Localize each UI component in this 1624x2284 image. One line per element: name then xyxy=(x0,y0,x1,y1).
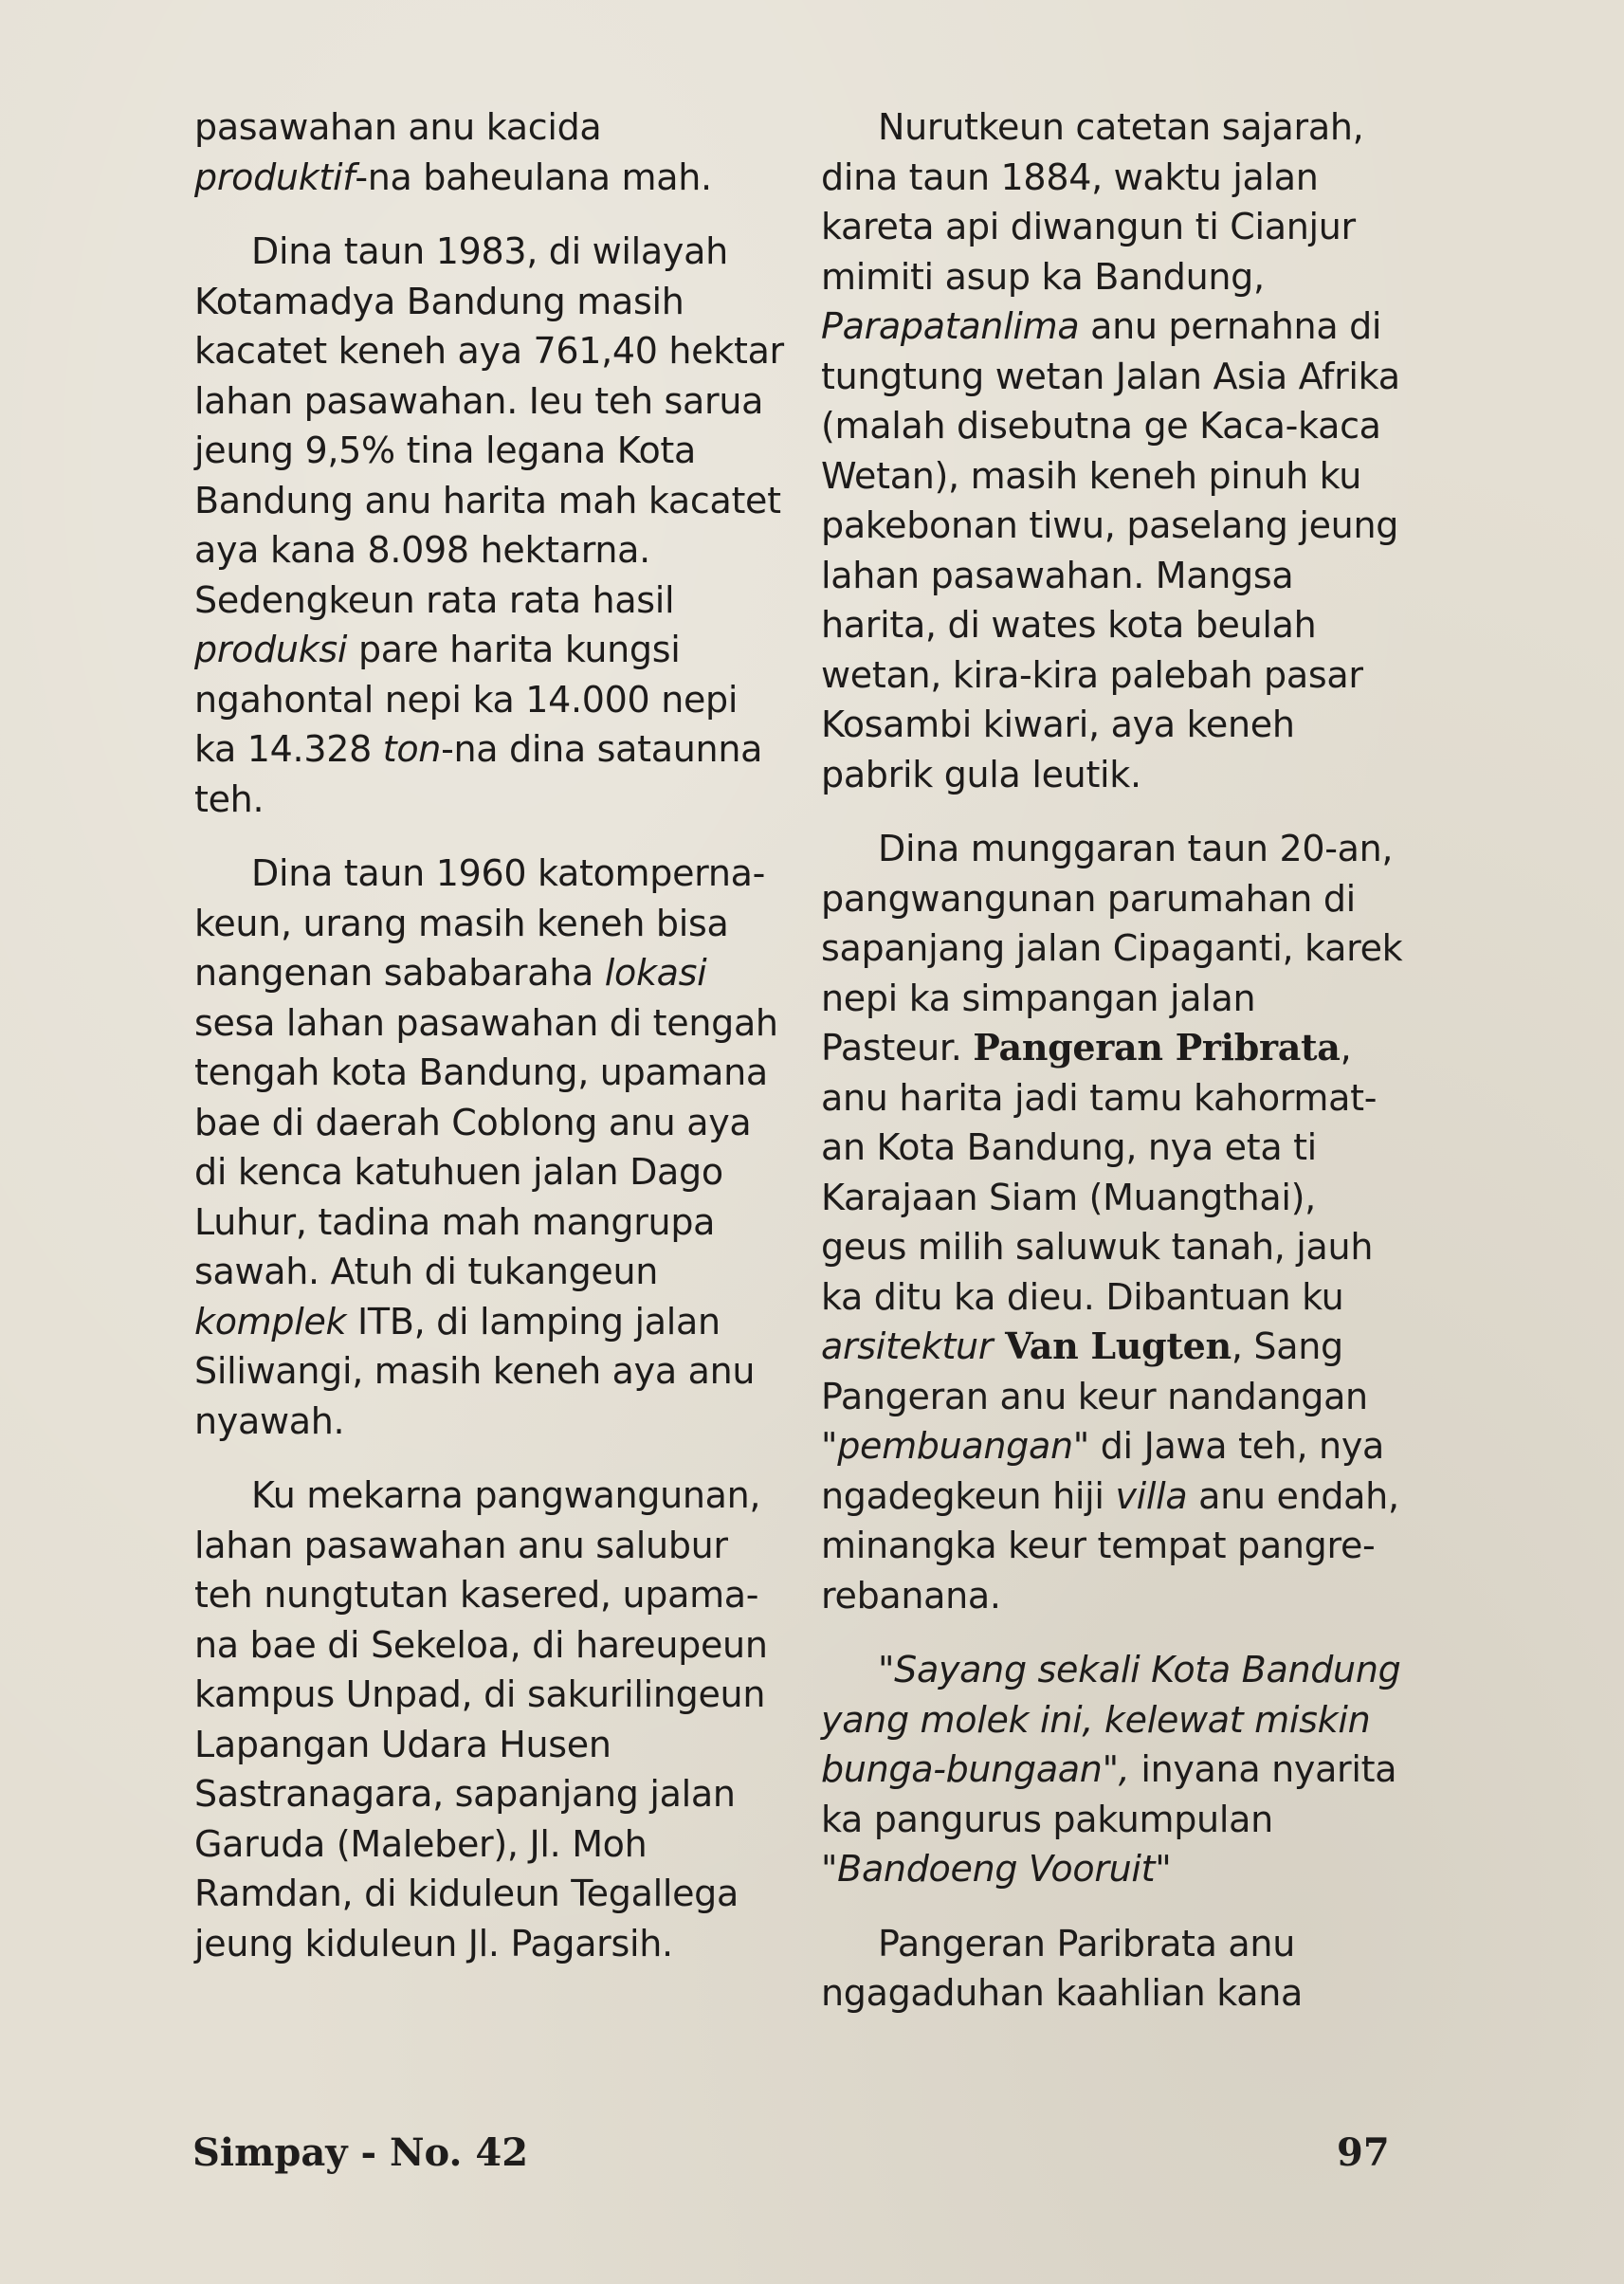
paragraph xyxy=(194,227,782,824)
text-line: ngagaduhan kaahlian kana xyxy=(821,1972,1303,2014)
italic-term: arsitektur xyxy=(821,1325,994,1367)
text-line: ka ditu ka dieu. Dibantuan ku xyxy=(821,1275,1344,1318)
text-run: " di Jawa teh, nya xyxy=(1072,1425,1385,1467)
paragraph xyxy=(821,1919,1409,2019)
text-run: inyana nyarita xyxy=(1129,1748,1397,1790)
italic-term: produktif xyxy=(194,155,356,198)
text-line: mimiti asup ka Bandung, xyxy=(821,255,1265,298)
italic-term: pembuangan xyxy=(837,1425,1073,1467)
italic-term: komplek xyxy=(194,1300,347,1343)
text-line: Dina munggaran taun 20-an, xyxy=(878,828,1394,869)
text-line: tungtung wetan Jalan Asia Afrika xyxy=(821,355,1400,397)
text-run: ngadegkeun hiji xyxy=(821,1474,1116,1517)
text-run: ITB, di lamping jalan xyxy=(346,1300,721,1343)
text-line: jeung 9,5% tina legana Kota xyxy=(194,429,696,471)
paragraph xyxy=(821,824,1409,1620)
text-line: Pangeran anu keur nandangan xyxy=(821,1375,1368,1417)
paragraph xyxy=(194,1471,782,1968)
text-line: jeung kiduleun Jl. Pagarsih. xyxy=(194,1922,673,1964)
text-line xyxy=(194,724,782,775)
text-line: Bandung anu harita mah kacatet xyxy=(194,479,781,521)
text-line: wetan, kira-kira palebah pasar xyxy=(821,653,1363,696)
text-run: , xyxy=(1340,1027,1352,1069)
text-line: pasawahan anu kacida xyxy=(194,106,602,148)
left-column xyxy=(194,102,782,1993)
bold-name: Van Lugten xyxy=(993,1325,1232,1367)
text-run: ka 14.328 xyxy=(194,728,383,770)
paragraph xyxy=(821,1645,1409,1894)
text-line: kampus Unpad, di sakurilingeun xyxy=(194,1673,766,1715)
quote-line: yang molek ini, kelewat miskin xyxy=(821,1698,1371,1741)
text-line xyxy=(821,301,1409,352)
text-line: rebanana. xyxy=(821,1574,1001,1617)
text-line: dina taun 1884, waktu jalan xyxy=(821,155,1319,198)
text-line: minangka keur tempat pangre- xyxy=(821,1525,1376,1566)
italic-term: villa xyxy=(1115,1474,1188,1517)
text-line: Garuda (Maleber), Jl. Moh xyxy=(194,1822,648,1865)
text-line: Dina taun 1960 katomperna- xyxy=(251,852,766,894)
text-line: anu harita jadi tamu kahormat- xyxy=(821,1076,1378,1119)
text-line: Sedengkeun rata rata hasil xyxy=(194,578,675,621)
text-line: Ku mekarna pangwangunan, xyxy=(251,1474,761,1516)
text-line: Kosambi kiwari, aya keneh xyxy=(821,703,1295,745)
text-run: Pasteur. xyxy=(821,1027,974,1069)
text-line: bae di daerah Coblong anu aya xyxy=(194,1101,752,1143)
text-line: geus milih saluwuk tanah, jauh xyxy=(821,1226,1374,1268)
text-line: Nurutkeun catetan sajarah, xyxy=(878,106,1364,148)
text-line: lahan pasawahan. Ieu teh sarua xyxy=(194,379,764,422)
text-line: keun, urang masih keneh bisa xyxy=(194,902,729,944)
text-line: na bae di Sekeloa, di hareupeun xyxy=(194,1623,768,1666)
text-line: pangwangunan parumahan di xyxy=(821,877,1356,920)
paragraph xyxy=(194,849,782,1446)
text-line: kareta api diwangun ti Cianjur xyxy=(821,206,1356,247)
text-line xyxy=(194,153,782,203)
text-line: aya kana 8.098 hektarna. xyxy=(194,529,650,571)
bold-name: Pangeran Pribrata xyxy=(973,1026,1341,1069)
text-run: anu endah, xyxy=(1187,1474,1399,1517)
text-line: sesa lahan pasawahan di tengah xyxy=(194,1001,778,1044)
text-line: lahan pasawahan. Mangsa xyxy=(821,554,1294,596)
text-line: Kotamadya Bandung masih xyxy=(194,280,684,322)
paragraph xyxy=(194,102,782,202)
text-line: Siliwangi, masih keneh aya anu xyxy=(194,1350,756,1392)
text-line: sapanjang jalan Cipaganti, karek xyxy=(821,927,1403,969)
text-line xyxy=(194,625,782,675)
text-line: (malah disebutna ge Kaca-kaca xyxy=(821,405,1381,447)
italic-term: ton xyxy=(382,728,442,770)
right-column xyxy=(821,102,1409,2043)
text-line: nyawah. xyxy=(194,1399,345,1442)
text-line: Karajaan Siam (Muangthai), xyxy=(821,1176,1316,1218)
text-line: Lapangan Udara Husen xyxy=(194,1723,611,1765)
text-run: pare harita kungsi xyxy=(347,629,681,670)
italic-term: Parapatanlima xyxy=(821,305,1080,347)
quote-line: "Sayang sekali Kota Bandung xyxy=(878,1649,1401,1690)
text-run: -na dina sataunna xyxy=(441,728,763,770)
page-number: 97 xyxy=(1337,2130,1390,2175)
text-line: lahan pasawahan anu salubur xyxy=(194,1524,728,1566)
text-run: -na baheulana mah. xyxy=(355,155,712,198)
text-line: harita, di wates kota beulah xyxy=(821,604,1317,646)
paragraph xyxy=(821,102,1409,799)
text-run: " xyxy=(821,1425,838,1467)
text-line: Luhur, tadina mah mangrupa xyxy=(194,1200,716,1243)
italic-term: produksi xyxy=(194,629,348,670)
text-line: kacatet keneh aya 761,40 hektar xyxy=(194,330,784,372)
text-line xyxy=(821,1421,1409,1471)
text-line: teh nungtutan kasered, upama- xyxy=(194,1574,759,1616)
text-line: ka pangurus pakumpulan xyxy=(821,1798,1273,1840)
text-line: pakebonan tiwu, paselang jeung xyxy=(821,504,1399,546)
quote-line: "Bandoeng Vooruit" xyxy=(821,1848,1172,1890)
text-line xyxy=(194,948,782,998)
text-run: anu pernahna di xyxy=(1079,305,1382,347)
text-line: pabrik gula leutik. xyxy=(821,753,1141,795)
text-line: Wetan), masih keneh pinuh ku xyxy=(821,454,1361,497)
text-line: Ramdan, di kiduleun Tegallega xyxy=(194,1873,739,1914)
text-line xyxy=(821,1745,1409,1795)
text-line: di kenca katuhuen jalan Dago xyxy=(194,1151,723,1193)
text-run: nangenan sababaraha xyxy=(194,952,605,994)
text-line: tengah kota Bandung, upamana xyxy=(194,1051,768,1093)
text-line xyxy=(821,1023,1409,1073)
italic-term: lokasi xyxy=(604,952,707,994)
text-line: nepi ka simpangan jalan xyxy=(821,977,1256,1019)
text-line: Sastranagara, sapanjang jalan xyxy=(194,1773,736,1815)
text-line: Dina taun 1983, di wilayah xyxy=(251,230,728,272)
text-line xyxy=(821,1471,1409,1522)
text-line: an Kota Bandung, nya eta ti xyxy=(821,1126,1317,1168)
publication-footer: Simpay - No. 42 xyxy=(192,2130,529,2175)
text-line: ngahontal nepi ka 14.000 nepi xyxy=(194,678,739,721)
text-line xyxy=(821,1322,1409,1372)
text-line: sawah. Atuh di tukangeun xyxy=(194,1251,659,1292)
text-run: , Sang xyxy=(1231,1325,1343,1367)
italic-term: bunga-bungaan", xyxy=(821,1748,1130,1790)
text-line: Pangeran Paribrata anu xyxy=(878,1922,1295,1964)
text-line xyxy=(194,1297,782,1347)
text-line: teh. xyxy=(194,777,265,820)
